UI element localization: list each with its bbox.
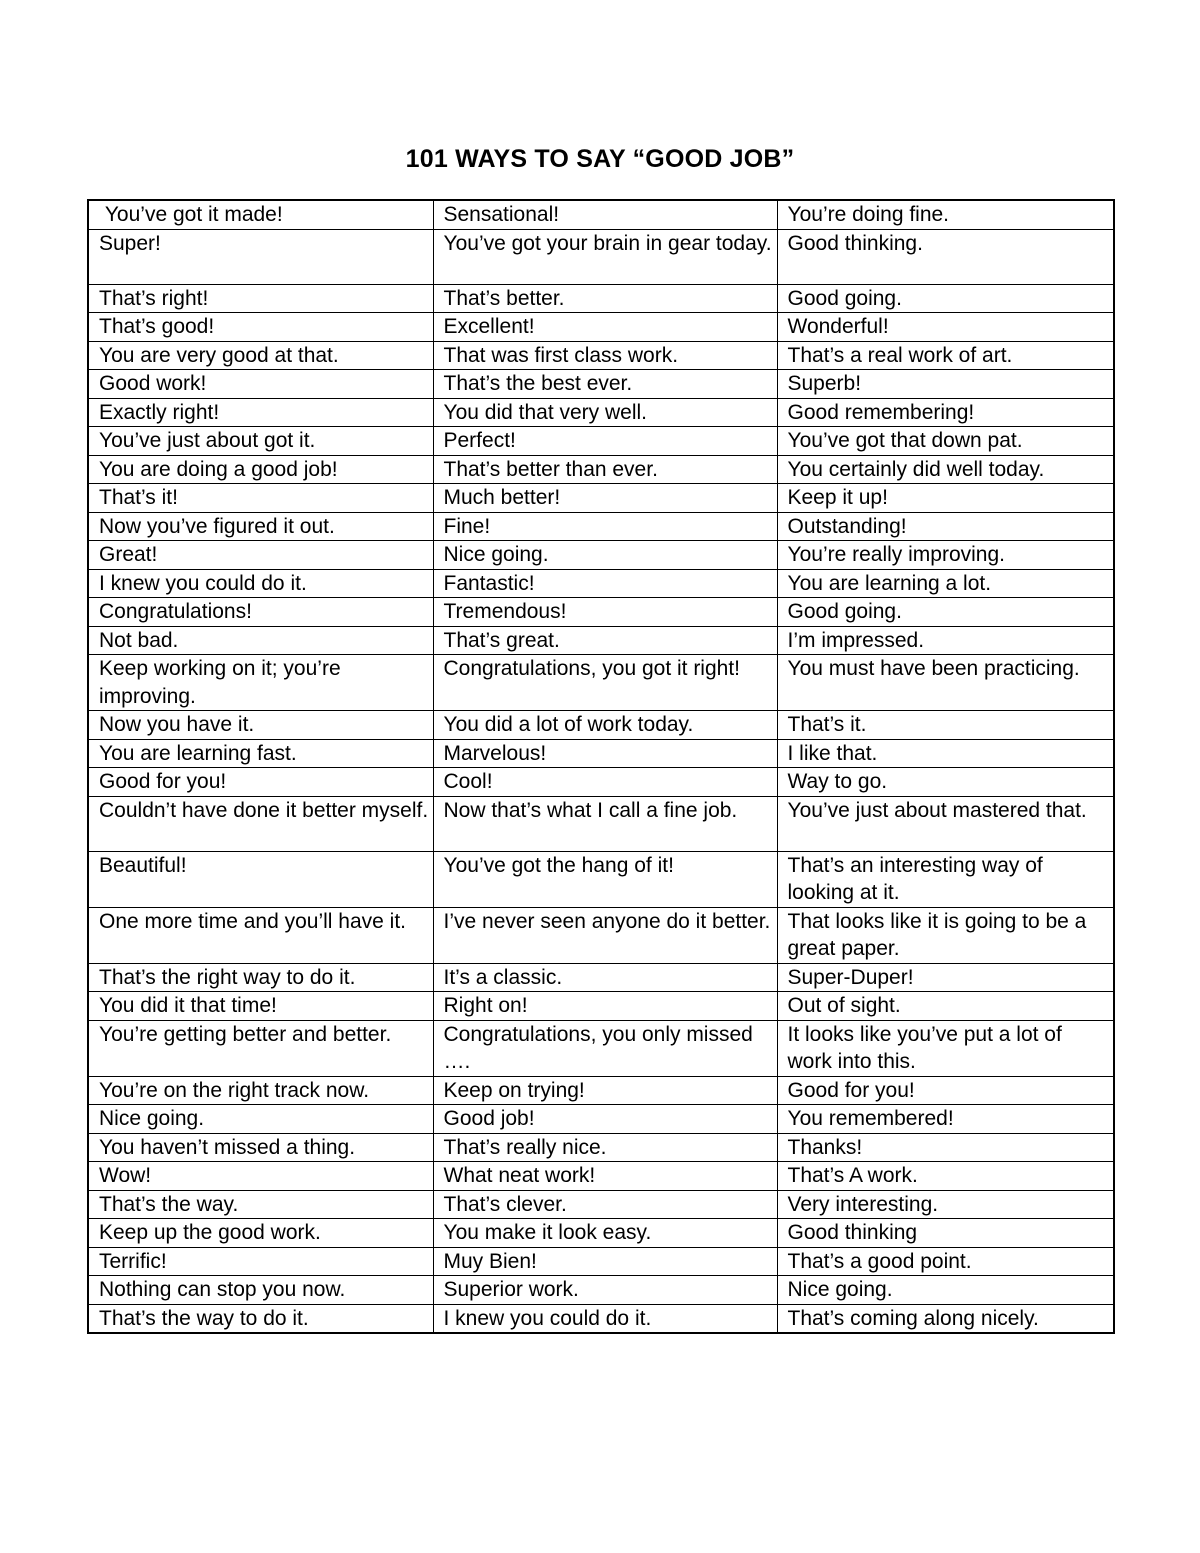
phrase-cell: Very interesting. [777, 1190, 1114, 1219]
phrase-cell: Keep it up! [777, 484, 1114, 513]
table-row [88, 427, 1114, 456]
phrase-cell: Good remembering! [777, 398, 1114, 427]
phrase-cell: Marvelous! [433, 739, 777, 768]
phrase-cell: Keep working on it; you’re improving. [88, 655, 433, 711]
phrase-cell: You’ve got the hang of it! [433, 851, 777, 907]
phrase-cell: Superior work. [433, 1276, 777, 1305]
phrase-cell: Nice going. [777, 1276, 1114, 1305]
phrase-cell: I’m impressed. [777, 626, 1114, 655]
table-row [88, 398, 1114, 427]
phrase-cell: That’s a good point. [777, 1247, 1114, 1276]
table-row [88, 541, 1114, 570]
phrase-cell: You are learning a lot. [777, 569, 1114, 598]
phrase-cell: That’s the way to do it. [88, 1304, 433, 1333]
phrase-cell: Good going. [777, 284, 1114, 313]
phrase-cell: Much better! [433, 484, 777, 513]
table-row [88, 569, 1114, 598]
table-row [88, 313, 1114, 342]
table-row [88, 455, 1114, 484]
table-row [88, 963, 1114, 992]
phrase-cell: Super-Duper! [777, 963, 1114, 992]
table-row [88, 1304, 1114, 1333]
phrase-cell: You’ve just about mastered that. [777, 796, 1114, 851]
table-row [88, 796, 1114, 851]
phrase-cell: Out of sight. [777, 992, 1114, 1021]
phrase-cell: That’s it! [88, 484, 433, 513]
phrase-cell: Congratulations, you got it right! [433, 655, 777, 711]
phrase-cell: Beautiful! [88, 851, 433, 907]
phrase-cell: I knew you could do it. [433, 1304, 777, 1333]
phrase-cell: Tremendous! [433, 598, 777, 627]
phrase-cell: Now that’s what I call a fine job. [433, 796, 777, 851]
phrase-cell: You are doing a good job! [88, 455, 433, 484]
phrase-cell: You did it that time! [88, 992, 433, 1021]
phrase-cell: You’ve got it made! [88, 200, 433, 229]
phrase-cell: You are learning fast. [88, 739, 433, 768]
phrase-cell: That’s coming along nicely. [777, 1304, 1114, 1333]
phrase-cell: That looks like it is going to be a great paper. [777, 907, 1114, 963]
table-row [88, 200, 1114, 229]
phrase-cell: Fantastic! [433, 569, 777, 598]
phrase-cell: Good thinking. [777, 229, 1114, 284]
phrase-cell: That’s better. [433, 284, 777, 313]
phrase-cell: Congratulations! [88, 598, 433, 627]
table-row [88, 711, 1114, 740]
phrase-cell: Good for you! [777, 1076, 1114, 1105]
phrase-cell: That’s really nice. [433, 1133, 777, 1162]
phrase-cell: Good work! [88, 370, 433, 399]
phrase-cell: Superb! [777, 370, 1114, 399]
phrase-cell: Exactly right! [88, 398, 433, 427]
phrase-cell: You’re on the right track now. [88, 1076, 433, 1105]
table-row [88, 907, 1114, 963]
phrase-cell: That’s great. [433, 626, 777, 655]
phrase-cell: You’ve got your brain in gear today. [433, 229, 777, 284]
phrase-cell: That’s better than ever. [433, 455, 777, 484]
table-row [88, 1247, 1114, 1276]
table-row [88, 851, 1114, 907]
phrase-cell: That’s clever. [433, 1190, 777, 1219]
phrase-cell: That’s it. [777, 711, 1114, 740]
phrase-cell: Not bad. [88, 626, 433, 655]
phrase-cell: That’s the right way to do it. [88, 963, 433, 992]
phrase-cell: Perfect! [433, 427, 777, 456]
table-row [88, 341, 1114, 370]
phrase-cell: Terrific! [88, 1247, 433, 1276]
phrase-cell: You’ve just about got it. [88, 427, 433, 456]
phrase-cell: You must have been practicing. [777, 655, 1114, 711]
phrase-cell: It’s a classic. [433, 963, 777, 992]
table-row [88, 1276, 1114, 1305]
table-row [88, 370, 1114, 399]
phrase-cell: Wow! [88, 1162, 433, 1191]
phrase-cell: Nothing can stop you now. [88, 1276, 433, 1305]
table-row [88, 655, 1114, 711]
table-row [88, 1219, 1114, 1248]
phrase-cell: You’re really improving. [777, 541, 1114, 570]
phrase-cell: Muy Bien! [433, 1247, 777, 1276]
phrase-cell: Good job! [433, 1105, 777, 1134]
table-row [88, 626, 1114, 655]
phrase-cell: Congratulations, you only missed …. [433, 1020, 777, 1076]
phrase-cell: You certainly did well today. [777, 455, 1114, 484]
phrase-cell: It looks like you’ve put a lot of work into this. [777, 1020, 1114, 1076]
phrase-cell: Now you’ve figured it out. [88, 512, 433, 541]
phrase-cell: I like that. [777, 739, 1114, 768]
phrase-cell: You remembered! [777, 1105, 1114, 1134]
phrase-cell: Fine! [433, 512, 777, 541]
table-row [88, 284, 1114, 313]
phrase-cell: You haven’t missed a thing. [88, 1133, 433, 1162]
table-row [88, 229, 1114, 284]
phrase-cell: That’s good! [88, 313, 433, 342]
table-row [88, 598, 1114, 627]
phrase-cell: That’s an interesting way of looking at it. [777, 851, 1114, 907]
phrase-cell: Thanks! [777, 1133, 1114, 1162]
phrase-cell: Good for you! [88, 768, 433, 797]
phrase-cell: Sensational! [433, 200, 777, 229]
table-row [88, 1162, 1114, 1191]
phrase-cell: That’s the way. [88, 1190, 433, 1219]
phrase-cell: Good going. [777, 598, 1114, 627]
table-row [88, 512, 1114, 541]
table-row [88, 1133, 1114, 1162]
phrase-cell: That’s a real work of art. [777, 341, 1114, 370]
phrase-cell: What neat work! [433, 1162, 777, 1191]
phrase-cell: Couldn’t have done it better myself. [88, 796, 433, 851]
phrase-cell: Way to go. [777, 768, 1114, 797]
phrases-table [87, 199, 1115, 1334]
phrase-cell: That’s A work. [777, 1162, 1114, 1191]
table-row [88, 739, 1114, 768]
phrase-cell: I’ve never seen anyone do it better. [433, 907, 777, 963]
phrase-cell: Excellent! [433, 313, 777, 342]
phrase-cell: That’s the best ever. [433, 370, 777, 399]
phrase-cell: I knew you could do it. [88, 569, 433, 598]
phrase-cell: You’re doing fine. [777, 200, 1114, 229]
table-row [88, 1020, 1114, 1076]
phrase-cell: Outstanding! [777, 512, 1114, 541]
phrase-cell: You are very good at that. [88, 341, 433, 370]
phrase-cell: One more time and you’ll have it. [88, 907, 433, 963]
table-row [88, 768, 1114, 797]
phrase-cell: That was first class work. [433, 341, 777, 370]
table-row [88, 484, 1114, 513]
phrase-cell: Great! [88, 541, 433, 570]
phrase-cell: You did a lot of work today. [433, 711, 777, 740]
phrase-cell: Nice going. [88, 1105, 433, 1134]
phrase-cell: You’re getting better and better. [88, 1020, 433, 1076]
phrases-table-body [88, 200, 1114, 1333]
table-row [88, 1076, 1114, 1105]
phrase-cell: Now you have it. [88, 711, 433, 740]
phrase-cell: You make it look easy. [433, 1219, 777, 1248]
table-row [88, 1105, 1114, 1134]
phrase-cell: Good thinking [777, 1219, 1114, 1248]
phrase-cell: Keep up the good work. [88, 1219, 433, 1248]
phrase-cell: Right on! [433, 992, 777, 1021]
phrase-cell: You did that very well. [433, 398, 777, 427]
phrase-cell: Super! [88, 229, 433, 284]
table-row [88, 1190, 1114, 1219]
phrase-cell: You’ve got that down pat. [777, 427, 1114, 456]
phrase-cell: Nice going. [433, 541, 777, 570]
phrase-cell: Keep on trying! [433, 1076, 777, 1105]
page-title: 101 WAYS TO SAY “GOOD JOB” [405, 145, 795, 173]
table-row [88, 992, 1114, 1021]
phrase-cell: Cool! [433, 768, 777, 797]
phrase-cell: Wonderful! [777, 313, 1114, 342]
phrase-cell: That’s right! [88, 284, 433, 313]
